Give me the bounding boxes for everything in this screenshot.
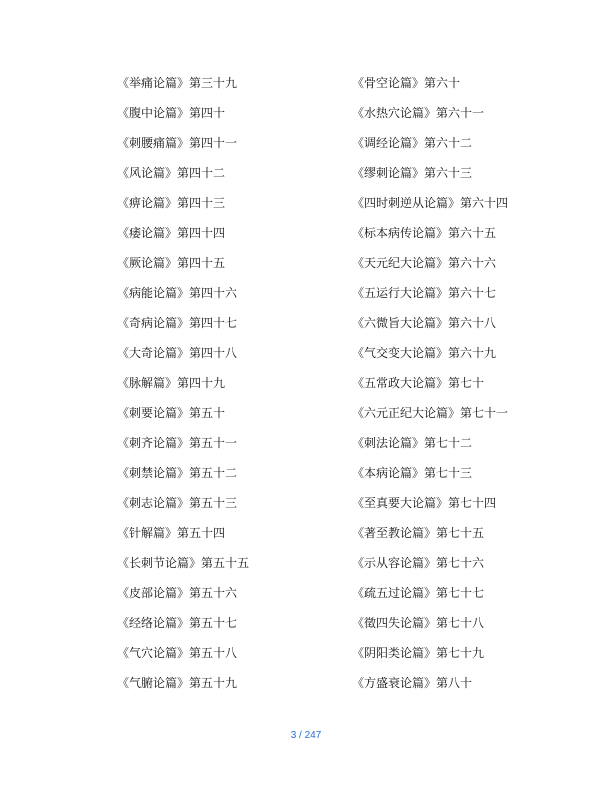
toc-entry[interactable]: 《阴阳类论篇》第七十九 bbox=[352, 646, 485, 660]
toc-entry[interactable]: 《举痛论篇》第三十九 bbox=[117, 76, 238, 90]
toc-entry[interactable]: 《刺齐论篇》第五十一 bbox=[117, 436, 238, 450]
toc-entry[interactable]: 《刺志论篇》第五十三 bbox=[117, 496, 238, 510]
toc-entry[interactable]: 《五运行大论篇》第六十七 bbox=[352, 286, 497, 300]
toc-entry[interactable]: 《方盛衰论篇》第八十 bbox=[352, 676, 473, 690]
toc-entry[interactable]: 《厥论篇》第四十五 bbox=[117, 256, 226, 270]
toc-entry[interactable]: 《病能论篇》第四十六 bbox=[117, 286, 238, 300]
toc-entry[interactable]: 《皮部论篇》第五十六 bbox=[117, 586, 238, 600]
toc-entry[interactable]: 《四时刺逆从论篇》第六十四 bbox=[352, 196, 509, 210]
toc-entry[interactable]: 《刺法论篇》第七十二 bbox=[352, 436, 473, 450]
toc-entry[interactable]: 《示从容论篇》第七十六 bbox=[352, 556, 485, 570]
toc-entry[interactable]: 《长刺节论篇》第五十五 bbox=[117, 556, 250, 570]
toc-entry[interactable]: 《本病论篇》第七十三 bbox=[352, 466, 473, 480]
toc-entry[interactable]: 《痿论篇》第四十四 bbox=[117, 226, 226, 240]
toc-entry[interactable]: 《经络论篇》第五十七 bbox=[117, 616, 238, 630]
toc-entry[interactable]: 《针解篇》第五十四 bbox=[117, 526, 226, 540]
toc-entry[interactable]: 《标本病传论篇》第六十五 bbox=[352, 226, 497, 240]
toc-left-column bbox=[117, 74, 337, 704]
toc-entry[interactable]: 《六微旨大论篇》第六十八 bbox=[352, 316, 497, 330]
toc-entry[interactable]: 《骨空论篇》第六十 bbox=[352, 76, 461, 90]
toc-entry[interactable]: 《疏五过论篇》第七十七 bbox=[352, 586, 485, 600]
toc-entry[interactable]: 《刺腰痛篇》第四十一 bbox=[117, 136, 238, 150]
toc-entry[interactable]: 《刺要论篇》第五十 bbox=[117, 406, 226, 420]
toc-entry[interactable]: 《奇病论篇》第四十七 bbox=[117, 316, 238, 330]
toc-entry[interactable]: 《缪刺论篇》第六十三 bbox=[352, 166, 473, 180]
toc-entry[interactable]: 《著至教论篇》第七十五 bbox=[352, 526, 485, 540]
toc-right-column bbox=[352, 74, 582, 704]
toc-entry[interactable]: 《气穴论篇》第五十八 bbox=[117, 646, 238, 660]
toc-entry[interactable]: 《六元正纪大论篇》第七十一 bbox=[352, 406, 509, 420]
toc-entry[interactable]: 《调经论篇》第六十二 bbox=[352, 136, 473, 150]
toc-entry[interactable]: 《腹中论篇》第四十 bbox=[117, 106, 226, 120]
toc-entry[interactable]: 《徵四失论篇》第七十八 bbox=[352, 616, 485, 630]
toc-entry[interactable]: 《风论篇》第四十二 bbox=[117, 166, 226, 180]
toc-entry[interactable]: 《天元纪大论篇》第六十六 bbox=[352, 256, 497, 270]
toc-entry[interactable]: 《水热穴论篇》第六十一 bbox=[352, 106, 485, 120]
toc-entry[interactable]: 《至真要大论篇》第七十四 bbox=[352, 496, 497, 510]
toc-entry[interactable]: 《大奇论篇》第四十八 bbox=[117, 346, 238, 360]
toc-entry[interactable]: 《脉解篇》第四十九 bbox=[117, 376, 226, 390]
page-indicator: 3 / 247 bbox=[290, 730, 322, 741]
toc-entry[interactable]: 《气交变大论篇》第六十九 bbox=[352, 346, 497, 360]
toc-entry[interactable]: 《痹论篇》第四十三 bbox=[117, 196, 226, 210]
toc-entry[interactable]: 《刺禁论篇》第五十二 bbox=[117, 466, 238, 480]
toc-entry[interactable]: 《五常政大论篇》第七十 bbox=[352, 376, 485, 390]
toc-entry[interactable]: 《气腑论篇》第五十九 bbox=[117, 676, 238, 690]
